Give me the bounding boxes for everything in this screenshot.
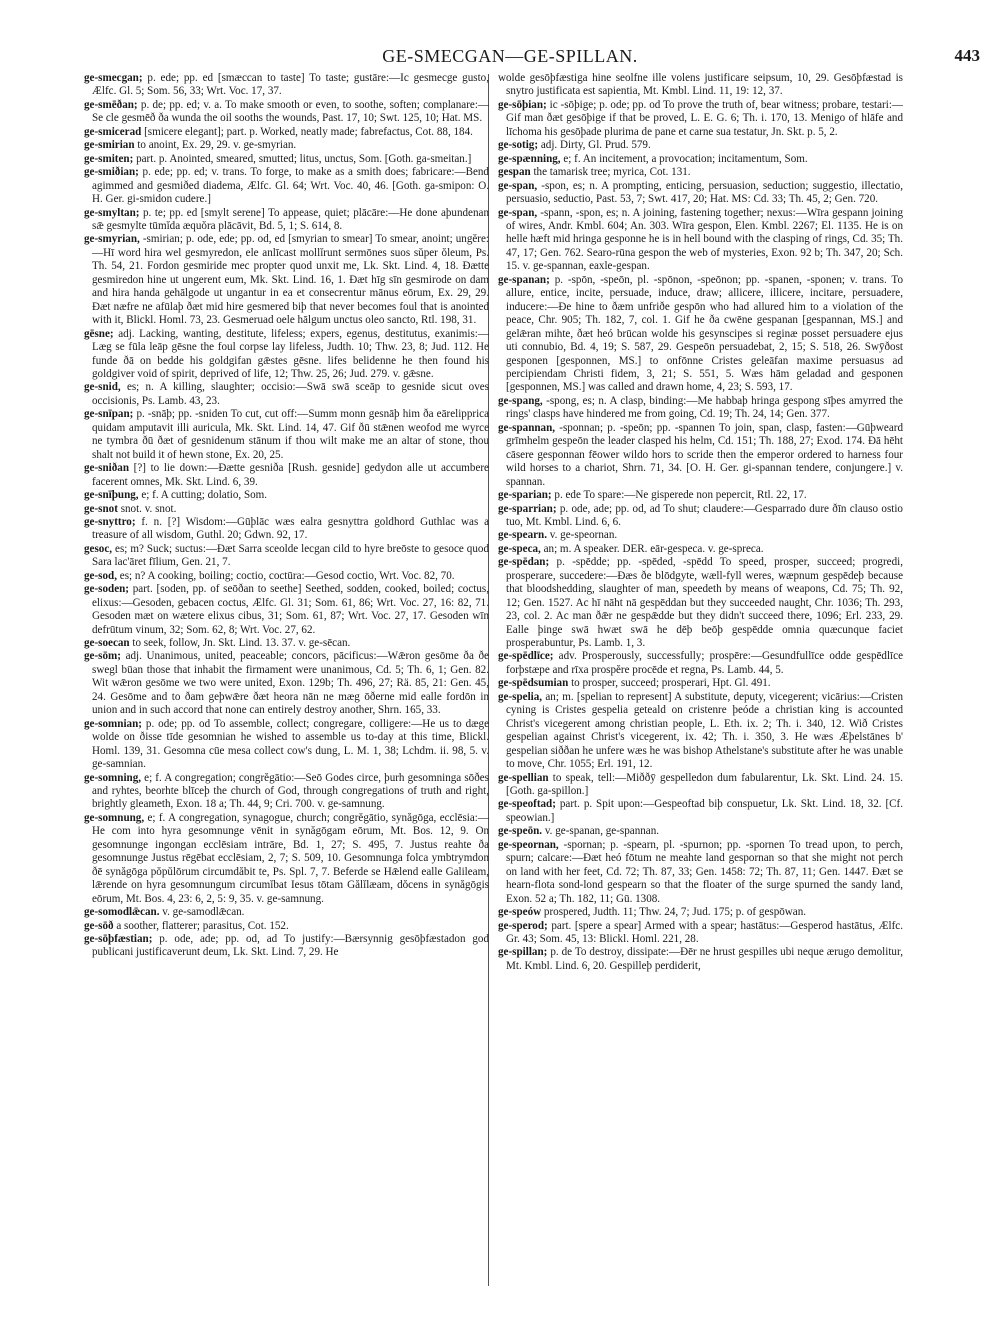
dictionary-entry: [84, 503, 489, 516]
definition-text: e; f. A cutting; dolatio, Som.: [141, 489, 268, 502]
dictionary-entry: [84, 462, 489, 489]
dictionary-entry: [498, 166, 903, 179]
definition-text: e; f. A congregation; congrĕgātio:—Seō Godes circe, þurh gesomninga sōðes and ryhtes, beorhte blīceþ the church of God, through congregations of truth and right, brightly gleameth, Exon. 18 a; Th. 44, 9; Cri. 700. v. ge-samnung.: [92, 771, 489, 811]
definition-text: to seek, follow, Jn. Skt. Lind. 13. 37. v. ge-sēcan.: [132, 637, 351, 650]
dictionary-entry: [498, 153, 903, 166]
definition-text: ic -sōþige; p. ode; pp. od To prove the truth of, bear witness; probare, testari:—Gif man ðæt gesōþige if that be proved, L. E. G. 6; Th. i. 170, 13. Menigo of hlāfe and līchoma his gesōþade plurima de pane et carne sua testatur, Jn. Skt. p. 5, 2.: [506, 98, 904, 138]
dictionary-entry: [84, 489, 489, 502]
definition-text: part. p. Spit upon:—Gespeoftad biþ conspuetur, Lk. Skt. Lind. 18, 32. [Cf. speowian.]: [506, 798, 904, 824]
headword: ge-sparian;: [498, 489, 552, 502]
definition-text: -smirian; p. ode, ede; pp. od, ed [smyrian to smear] To smear, anoint; ungĕre:—Hī word hira wel gesmyredon, ele anlīcast mollĭrunt sermōnes suos sŭper ŏleum, Ps. Th. 54, 21. Fordon gesmiride mec propter quod unxit me, Lk. Skt. Lind. 4, 18. Ðætte gesmiredon hine ut ungerent eum, Mk. Skt. Lind. 16, 1. Ðæt hīg sīn gesmirode on dam and hira handa gehālgode ut ungantur in ea et consecrentur mānus eōrum, Ex. 29, 29. Ðæt næfre ne afūlaþ ðæt mid hire gesmered biþ that never becomes foul that is anointed with it, Blickl. Homl. 73, 23. Gesmeruad oele hālgum unctus oleo sancto, Rtl. 198, 31.: [92, 233, 489, 327]
headword: ge-speca,: [498, 542, 541, 555]
headword: ge-speornan,: [498, 838, 559, 851]
headword: ge-snīþung,: [84, 489, 139, 502]
headword: ge-smirian: [84, 139, 135, 152]
headword: ge-smicerad: [84, 125, 142, 138]
dictionary-entry: [498, 677, 903, 690]
dictionary-entry: [84, 72, 489, 99]
headword: gesoc,: [84, 542, 113, 555]
headword: gēsne;: [84, 327, 114, 340]
page-header: [60, 46, 980, 66]
definition-text: to prosper, succeed; prosperari, Hpt. Gl. 491.: [571, 677, 771, 690]
headword: ge-smiten;: [84, 152, 134, 165]
definition-text: to anoint, Ex. 29, 29. v. ge-smyrian.: [137, 139, 297, 152]
headword: ge-spēdlīce;: [498, 650, 554, 663]
headword: ge-speōn.: [498, 825, 543, 838]
headword: ge-smēðan;: [84, 98, 138, 111]
definition-text: v. ge-spanan, ge-spannan.: [544, 825, 660, 838]
headword: ge-smyltan;: [84, 206, 140, 219]
definition-text: an; m. [spelian to represent] A substitute, deputy, vicegerent; vicārius:—Cristen cyning is Cristes gespelia geteald on cristenre þeóde a christian king is accounted Christ's vicegerent among christian people, L. Eth. ix. 2; Th. i. 340, 12. Wið Cristes gespelian against Christ's vicegerent, ix. 42; Th. i. 350, 3. He wæs Æþelstānes b' gespelian siððan he unfere wæs he was bishop Athelstane's substitute after he was unable to move, Chr. 1055; Erl. 191, 12.: [506, 690, 903, 771]
dictionary-entry: [498, 422, 903, 489]
headword: gespan: [498, 166, 531, 179]
dictionary-entry: [498, 180, 903, 207]
dictionary-entry: [84, 166, 489, 206]
definition-text: adj. Dirty, Gl. Prud. 579.: [540, 139, 651, 152]
definition-text: -spornan; p. -spearn, pl. -spurnon; pp. -spornen To tread upon, to perch, spurn; calcare:—Ðæt heó fōtum ne meahte land gespornan so that she might not perch on land with her feet, Cd. 72; Th. 87, 33; Gen. 1458: 72; Th. 87, 11; Gen. 1447. Ðæt se hearn-flota sond-lond gespearn so that the floater of the surge spurned the sandy land, Exon. 52 a; Th. 182, 11; Gū. 1308.: [506, 838, 903, 905]
dictionary-entry: [498, 772, 903, 799]
headword: ge-smiðian;: [84, 166, 139, 179]
dictionary-entry: [84, 920, 489, 933]
dictionary-entry: [84, 543, 489, 570]
dictionary-entry: [84, 812, 489, 906]
definition-text: wolde gesōþfæstiga hine seolfne ille volens justificare seipsum, 10, 29. Gesōþfæstad is snytro justificata est sapientia, Mt. Kmbl. Lind. 11, 19: 12, 37.: [498, 72, 903, 98]
definition-text: p. ede To spare:—Ne gisperede non pepercit, Rtl. 22, 17.: [554, 489, 807, 502]
definition-text: es; n? A cooking, boiling; coctio, coctūra:—Gesod coctio, Wrt. Voc. 82, 70.: [119, 569, 455, 582]
definition-text: part. [spere a spear] Armed with a spear; hastātus:—Gesperod hastātus, Ælfc. Gr. 43; Som. 45, 13: Blickl. Homl. 221, 28.: [506, 919, 903, 945]
headword: ge-sōm;: [84, 650, 121, 663]
definition-text: p. -snāþ; pp. -sniden To cut, cut off:—Summ monn gesnāþ him ða eārelipprica quidam amputavit illi auricula, Mk. Skt. Lind. 14, 47. Gif ðū stǣnen weofod me wyrce ne tymbra ðū ðæt of gesnidenum stānum if thou wilt make me an altar of stone, thou shalt not build it of hewn stone, Ex. 20, 25.: [92, 408, 489, 461]
running-title: GE-SMECGAN—GE-SPILLAN.: [382, 46, 638, 66]
headword: ge-snyttro;: [84, 515, 136, 528]
dictionary-entry: [498, 207, 903, 274]
dictionary-entry: [498, 99, 903, 139]
definition-text: v. ge-samodlǣcan.: [162, 906, 245, 919]
definition-text: snot. v. snot.: [120, 502, 177, 515]
definition-text: p. ede; pp. ed [smæccan to taste] To taste; gustāre:—Ic gesmecge gusto, Ælfc. Gl. 5; Som. 56, 33; Wrt. Voc. 17, 37.: [92, 72, 490, 98]
headword: ge-sniðan: [84, 462, 129, 475]
dictionary-entry: [84, 126, 489, 139]
definition-text: es; n. A killing, slaughter; occisio:—Swā swā sceāp to gesnide sicut oves occisionis, Ps. Lamb. 43, 23.: [92, 381, 489, 407]
dictionary-entry: [498, 691, 903, 772]
dictionary-entry: [498, 798, 903, 825]
dictionary-entry: [498, 946, 903, 973]
headword: ge-sparrian;: [498, 502, 557, 515]
headword: ge-snīpan;: [84, 408, 134, 421]
dictionary-entry: [84, 718, 489, 772]
headword: ge-spelia,: [498, 690, 543, 703]
dictionary-entry: [498, 529, 903, 542]
definition-text: p. -spēdde; pp. -spēded, -spēdd To speed, prosper, succeed; progredi, prosperare, succedere:—Ðæs ðe blōdgyte, wæll-fyll weres, wæpnum gespēdeþ because that bloodshedding, slaughter of man, speedeth by means of weapons, Cd. 75; Th. 92, 12; Gen. 1527. Ac hī nāht nā gespēddan but they succeeded naught, Chr. 1036; Th. 293, 23, col. 2. Ac man ðǣr ne gespǣdde but they didn't succeed there, 1096; Erl. 233, 29. Ealle þinge swā hwæt swā he dēþ beōþ gespēdde omnia quæcunque faciet prosperabuntur, Ps. Lamb. 1, 3.: [506, 556, 903, 650]
definition-text: prospered, Judth. 11; Thw. 24, 7; Jud. 175; p. of gespōwan.: [543, 906, 807, 919]
headword: ge-sotig;: [498, 139, 539, 152]
headword: ge-sperod;: [498, 919, 548, 932]
definition-text: -spann, -spon, es; n. A joining, fastening together; nexus:—Wīra gespann joining of wires, Andr. Kmbl. 604; An. 303. Wīra gespon, Elen. Kmbl. 2267; El. 1135. He is on helle hæft mid hringa gesponne he is in hell bound with the clasping of rings, Cd. 35; Th. 47, 17; Gen. 762. Searo-rūna gespon the web of mysteries, Exon. 92 b; Th. 347, 20; Sch. 15. v. ge-spannan, eaxle-gespan.: [506, 206, 903, 273]
dictionary-entry: [84, 650, 489, 717]
dictionary-entry: [498, 72, 903, 99]
dictionary-entry: [498, 274, 903, 395]
definition-text: p. te; pp. ed [smylt serene] To appease, quiet; plācāre:—He done aþundenan sǣ gesmylte tūmĭda æquŏra plācāvit, Bd. 5, 1; S. 614, 8.: [92, 206, 489, 232]
dictionary-entry: [84, 637, 489, 650]
dictionary-entry: [498, 906, 903, 919]
headword: ge-span,: [498, 206, 538, 219]
dictionary-entry: [84, 570, 489, 583]
headword: ge-smyrian,: [84, 233, 140, 246]
definition-text: a soother, flatterer; parasitus, Cot. 152.: [116, 919, 289, 932]
page-number: 443: [954, 46, 980, 65]
headword: ge-span,: [498, 179, 538, 192]
dictionary-entry: [498, 825, 903, 838]
definition-text: p. ode, ade; pp. od, ad To justify:—Bærsynnig gesōþfæstadon god publicani justificaverunt deum, Lk. Skt. Lind. 7, 29. He: [92, 933, 489, 959]
headword: ge-soecan: [84, 637, 130, 650]
headword: ge-spannan,: [498, 421, 556, 434]
definition-text: [smicere elegant]; part. p. Worked, neatly made; fabrefactus, Cot. 88, 184.: [144, 125, 473, 138]
dictionary-entry: [498, 139, 903, 152]
headword: ge-somodlǣcan.: [84, 906, 160, 919]
dictionary-entry: [498, 556, 903, 650]
definition-text: p. ode; pp. od To assemble, collect; congregare, colligere:—He us to dæge wolde on ðisse tīde gesomnian he wished to assemble us to-day at this time, Blickl. Homl. 139, 31. Gesomna cūe mesa collect cow's dung, L. M. 1, 38; Lchdm. ii. 98, 5. v. ge-samnian.: [92, 717, 489, 771]
headword: ge-sōþfæstian;: [84, 933, 153, 945]
headword: ge-spearn.: [498, 529, 547, 542]
headword: ge-somnung,: [84, 811, 145, 824]
headword: ge-soden;: [84, 583, 129, 596]
dictionary-entry: [84, 408, 489, 462]
headword: ge-snid,: [84, 381, 121, 394]
definition-text: to speak, tell:—Miððȳ gespelledon dum fabularentur, Lk. Skt. Lind. 24. 15. [Goth. ga-spillon.]: [506, 771, 903, 798]
dictionary-entry: [84, 906, 489, 919]
definition-text: -spon, es; n. A prompting, enticing, persuasion, seduction; suggestio, illectatio, persuasio, seductio, Past. 53, 7; Swt. 417, 20; Hat. MS: Cd. 33; Th. 45, 2; Gen. 720.: [506, 179, 903, 206]
dictionary-entry: [498, 503, 903, 530]
dictionary-entry: [84, 207, 489, 234]
definition-text: e; f. A congregation, synagogue, church; congrĕgātio, synăgōga, ecclēsia:—He com into hyra gesomnunge vēnit in synăgōgam eōrum, Mt. Bos. 12, 9. On gesomnunge ingongan ecclēsiam intrāre, Bd. 1, 27; S. 495, 7. Justus reahte ða gesomnunge Justus rēgēbat ecclēsiam, 2, 7; S. 509, 10. Gesomnunga folca ymbtrymdon ðē synăgōga pŏpŭlōrum circumdăbit te, Ps. Spl. 7, 7. Beferde se Hǣlend ealle Galileam, lǣrende on hyra gesomnungum circumĭbat Iesus tōtam Gălĭlæam, dŏcens in synăgōgis eōrum, Mt. Bos. 4, 23: 6, 2, 5: 9, 35. v. ge-samnung.: [92, 811, 489, 905]
dictionary-entry: [84, 233, 489, 327]
definition-text: -spong, es; n. A clasp, binding:—Me habbaþ hringa gespong sīþes amyrred the rings' clasps have hindered me from going, Cd. 19; Th. 24, 14; Gen. 377.: [506, 394, 903, 421]
headword: ge-somning,: [84, 771, 142, 784]
definition-text: part. [soden, pp. of seōðan to seethe] Seethed, sodden, cooked, boiled; coctus, elixus:—Gesoden, gebacen coctus, Ælfc. Gl. 31; Som. 61, 86; Wrt. Voc. 27, 16: 82, 71. Gesoden mæt on wætere elixus cibus, 31; Som. 61, 87; Wrt. Voc. 27, 17. Gesoden wīn defrūtum vinum, 32; Som. 62, 8; Wrt. Voc. 27, 62.: [92, 583, 489, 636]
dictionary-entry: [84, 516, 489, 543]
dictionary-entry: [498, 650, 903, 677]
definition-text: es; m? Suck; suctus:—Ðæt Sarra sceolde lecgan cild to hyre breōste to gesoce quod Sara lac'āret fīlium, Gen. 21, 7.: [92, 542, 489, 569]
dictionary-entry: [498, 395, 903, 422]
headword: ge-spēdan;: [498, 556, 550, 569]
headword: ge-speoftad;: [498, 798, 556, 811]
definition-text: p. ede; pp. ed; v. trans. To forge, to make as a smith does; fabricare:—Bend agimmed and gesmiðed diadema, Ælfc. Gl. 64; Wrt. Voc. 40, 46. [Goth. ga-smipon: O. H. Ger. gi-smidon cudere.]: [92, 166, 489, 206]
dictionary-entry: [498, 543, 903, 556]
left-column: [84, 72, 489, 960]
definition-text: f. n. [?] Wisdom:—Gūþlāc wæs ealra gesnyttra goldhord Guthlac was a treasure of all wisdom, Guthl. 20; Gdwn. 92, 17.: [92, 515, 489, 542]
definition-text: part. p. Anointed, smeared, smutted; litus, unctus, Som. [Goth. ga-smeitan.]: [136, 152, 472, 165]
headword: ge-spænning,: [498, 152, 561, 165]
dictionary-entry: [84, 583, 489, 637]
headword: ge-spang,: [498, 394, 543, 407]
headword: ge-spellian: [498, 771, 549, 784]
definition-text: adv. Prosperously, successfully; prospēre:—Gesundfullīce odde gespēdlīce forþstæpe and rīxa prospĕre procēde et regna, Ps. Lamb. 44, 5.: [506, 650, 903, 676]
definition-text: -sponnan; p. -speōn; pp. -spannen To join, span, clasp, fasten:—Gūþweard grīmhelm gespeōn the leader clasped his helm, Cd. 151; Th. 188, 27; Exod. 174. Ðā hēht cāsere gesponnan fēower wildo hors to scride then the emperor ordered to harness four wild horses to a chariot, Shrn. 71, 34. [O. H. Ger. gi-spannan tendere, conjungere.] v. spannan.: [506, 421, 903, 488]
definition-text: e; f. An incitement, a provocation; incitamentum, Som.: [563, 152, 808, 165]
dictionary-entry: [84, 933, 489, 960]
definition-text: adj. Lacking, wanting, destitute, lifeless; expers, egenus, destitutus, exanimis:—Læg se fūla leāp gēsne the foul corpse lay lifeless, Judth. 10; Thw. 23, 8; Jud. 112. He funde ðā on bedde his goldgifan gǣstes gēsne. lifes belidenne he then found his goldgiver void of spirit, deprived of life, 12; Thw. 25, 26; Jud. 279. v. gǣsne.: [92, 327, 489, 380]
definition-text: p. de To destroy, dissipate:—Ðēr ne hrust gespilles ubi neque ærugo demolitur, Mt. Kmbl. Lind. 6, 20. Gespilleþ perdiderit,: [506, 946, 903, 972]
headword: ge-sod,: [84, 569, 117, 582]
definition-text: p. -spōn, -speōn, pl. -spōnon, -speōnon; pp. -spanen, -sponen; v. trans. To allure, entice, incite, persuade, induce, draw; allicere, illicere, incitare, persuadere, inducere:—Ðe hine to ðæm unfriðe gespōn who had allured him to a violation of the peace, Chr. 905; Th. 182, 7, col. 1. Gif he ða cwēne gespanan [gespannan, MS.] and gelǣran mihte, ðæt heó brūcan wolde his gesynscipes si reginæ posset persuadere ejus uti connubio, Bd. 4, 19; S. 587, 29. Gespeōn persuadebat, 2, 15; S. 518, 26. Swȳðost gesponen [gesponnen, MS.] to onfōnne Cristes geleāfan maxime persuasus ad percipiendam Christi fidem, 3, 21; S. 551, 5. Wæs hām geladad and gesponen [gesponnen, MS.] was called and drawn home, 4, 23; S. 593, 17.: [506, 273, 903, 394]
headword: ge-sōþian;: [498, 98, 547, 111]
definition-text: p. de; pp. ed; v. a. To make smooth or even, to soothe, soften; complanare:—Se cle gesmēð ða wunda the oil sooths the wounds, Past. 17, 10; Swt. 125, 10; Hat. MS.: [92, 98, 489, 125]
headword: ge-spēdsumian: [498, 677, 569, 690]
dictionary-entry: [498, 839, 903, 906]
dictionary-entry: [84, 328, 489, 382]
dictionary-entry: [498, 920, 903, 947]
definition-text: adj. Unanimous, united, peaceable; concors, pācificus:—Wǣron gesōme ða ðe swegl būan those that inhabit the firmament were unanimous, Cd. 5; Th. 6, 1; Gen. 82. Wit wǣron gesōme we two were united, Exon. 129b; Th. 496, 27; Rä. 85, 21: Gen. 45, 24. Gesōme and to ðam geþwǣre ðæt heora nān ne mæg ōðerne mid ealle fordōn in union and in such accord that none can entirely destroy another, Shrn. 165, 33.: [92, 650, 489, 717]
headword: ge-spanan;: [498, 273, 550, 286]
definition-text: p. ode, ade; pp. od, ad To shut; claudere:—Gesparrado dure ðīn clauso ostio tuo, Mt. Kmbl. Lind. 6, 6.: [506, 502, 903, 528]
definition-text: an; m. A speaker. DER. eār-gespeca. v. ge-spreca.: [543, 542, 764, 555]
headword: ge-somnian;: [84, 717, 142, 730]
dictionary-entry: [84, 381, 489, 408]
dictionary-entry: [84, 153, 489, 166]
definition-text: the tamarisk tree; myrica, Cot. 131.: [533, 166, 691, 179]
headword: ge-spillan;: [498, 946, 548, 959]
right-column: [498, 72, 903, 973]
headword: ge-smecgan;: [84, 72, 143, 84]
headword: ge-snot: [84, 502, 118, 515]
dictionary-entry: [84, 99, 489, 126]
definition-text: v. ge-speornan.: [549, 529, 618, 542]
headword: ge-speów: [498, 906, 542, 919]
headword: ge-sōð: [84, 919, 114, 932]
dictionary-entry: [84, 139, 489, 152]
dictionary-entry: [498, 489, 903, 502]
definition-text: [?] to lie down:—Ðætte gesniða [Rush. gesnide] gedydon alle ut accumbere facerent omnes, Mk. Skt. Lind. 6, 39.: [92, 462, 489, 488]
dictionary-entry: [84, 772, 489, 812]
